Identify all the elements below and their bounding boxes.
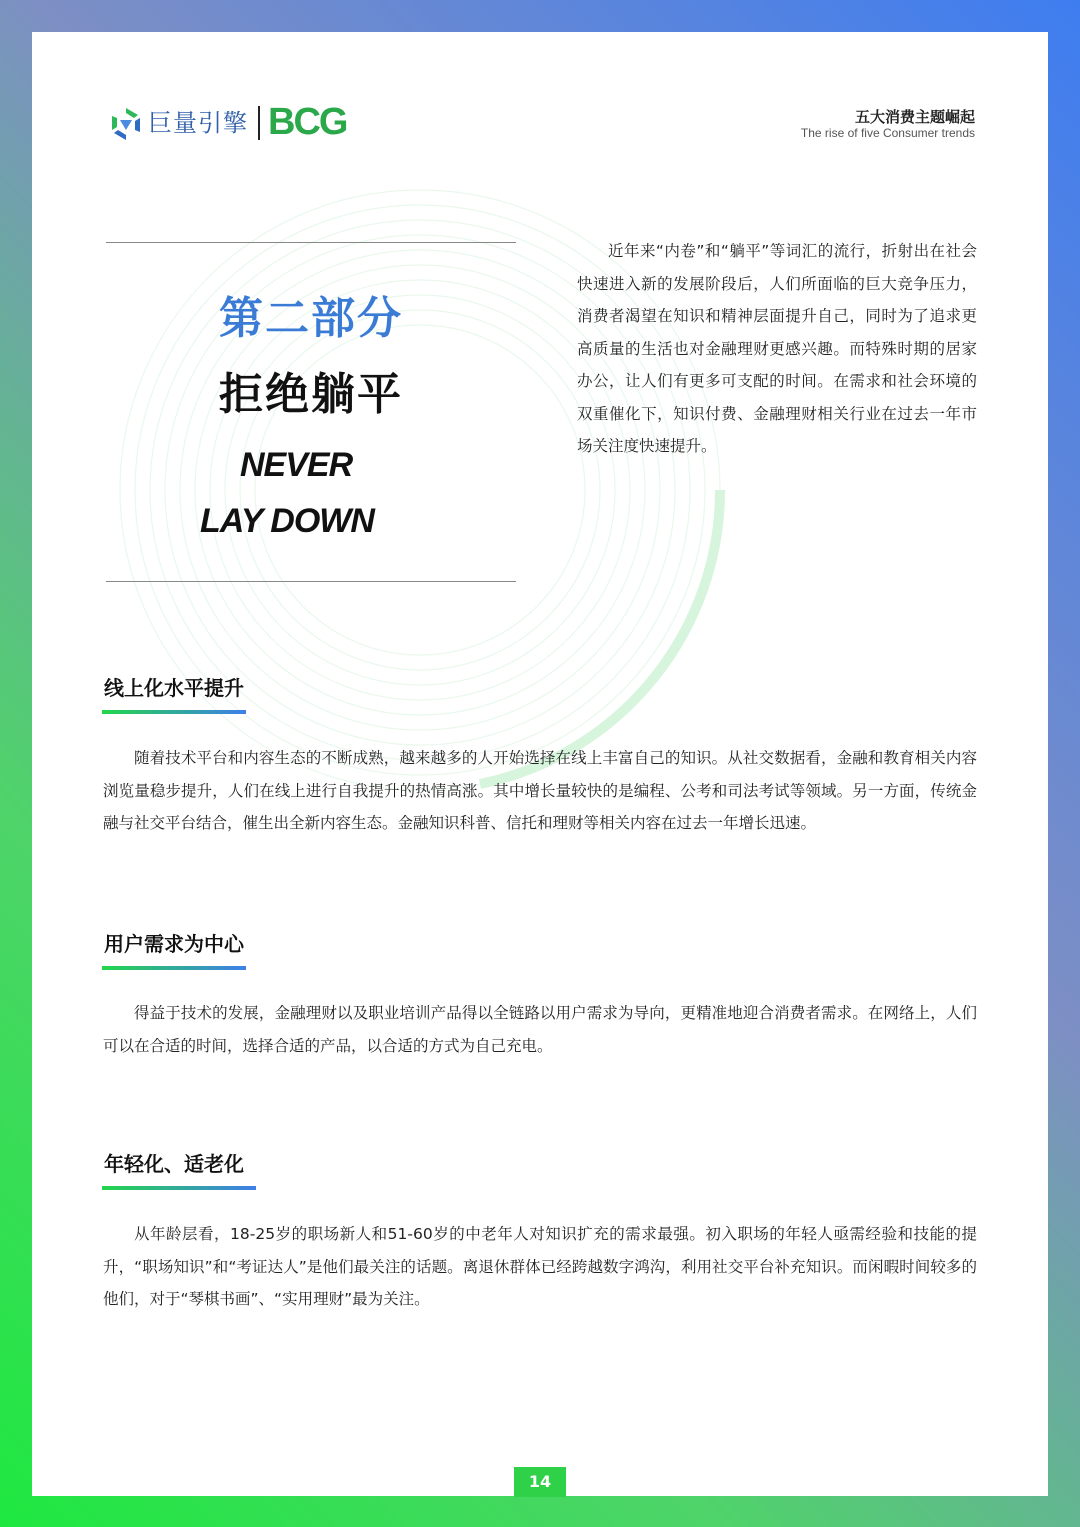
english-title-line-2: LAY DOWN (200, 502, 374, 540)
part-label: 第二部分 (219, 293, 403, 344)
ocean-engine-logo-icon (108, 106, 144, 142)
header-subtitle: The rise of five Consumer trends (800, 126, 975, 140)
section-underline (102, 1186, 256, 1190)
ocean-engine-logo-text: 巨量引擎 (148, 109, 248, 137)
page-number: 14 (514, 1467, 566, 1497)
section-underline (102, 966, 246, 970)
title-top-rule (106, 242, 516, 243)
intro-paragraph: 近年来“内卷”和“躺平”等词汇的流行，折射出在社会快速进入新的发展阶段后，人们所面临的巨大竞争压力，消费者渴望在知识和精神层面提升自己，同时为了追求更高质量的生活也对金融理财更感兴趣。而特殊时期的居家办公，让人们有更多可支配的时间。在需求和社会环境的双重催化下，知识付费、金融理财相关行业在过去一年市场关注度快速提升。 (577, 242, 977, 455)
section-body-online: 随着技术平台和内容生态的不断成熟，越来越多的人开始选择在线上丰富自己的知识。从社交数据看，金融和教育相关内容浏览量稳步提升，人们在线上进行自我提升的热情高涨。其中增长量较快的是编程、公考和司法考试等领域。另一方面，传统金融与社交平台结合，催生出全新内容生态。金融知识科普、信托和理财等相关内容在过去一年增长迅速。 (103, 749, 977, 832)
header-title: 五大消费主题崛起 (854, 108, 975, 126)
section-body-user-needs: 得益于技术的发展，金融理财以及职业培训产品得以全链路以用户需求为导向，更精准地迎合消费者需求。在网络上，人们可以在合适的时间，选择合适的产品，以合适的方式为自己充电。 (103, 1004, 977, 1055)
english-title-line-1: NEVER (240, 446, 353, 484)
section-body-age: 从年龄层看，18-25岁的职场新人和51-60岁的中老年人对知识扩充的需求最强。初入职场的年轻人亟需经验和技能的提升，“职场知识”和“考证达人”是他们最关注的话题。离退休群体已经跨越数字鸿沟，利用社交平台补充知识。而闲暇时间较多的他们，对于“琴棋书画”、“实用理财”最为关注。 (103, 1225, 977, 1308)
section-title-online: 线上化水平提升 (104, 676, 244, 700)
section-underline (102, 710, 246, 714)
section-title-age: 年轻化、适老化 (104, 1152, 244, 1176)
chapter-title: 拒绝躺平 (219, 369, 403, 420)
logo-divider (258, 106, 260, 140)
title-bottom-rule (106, 581, 516, 582)
bcg-logo: BCG (268, 101, 347, 143)
section-title-user-needs: 用户需求为中心 (104, 932, 244, 956)
